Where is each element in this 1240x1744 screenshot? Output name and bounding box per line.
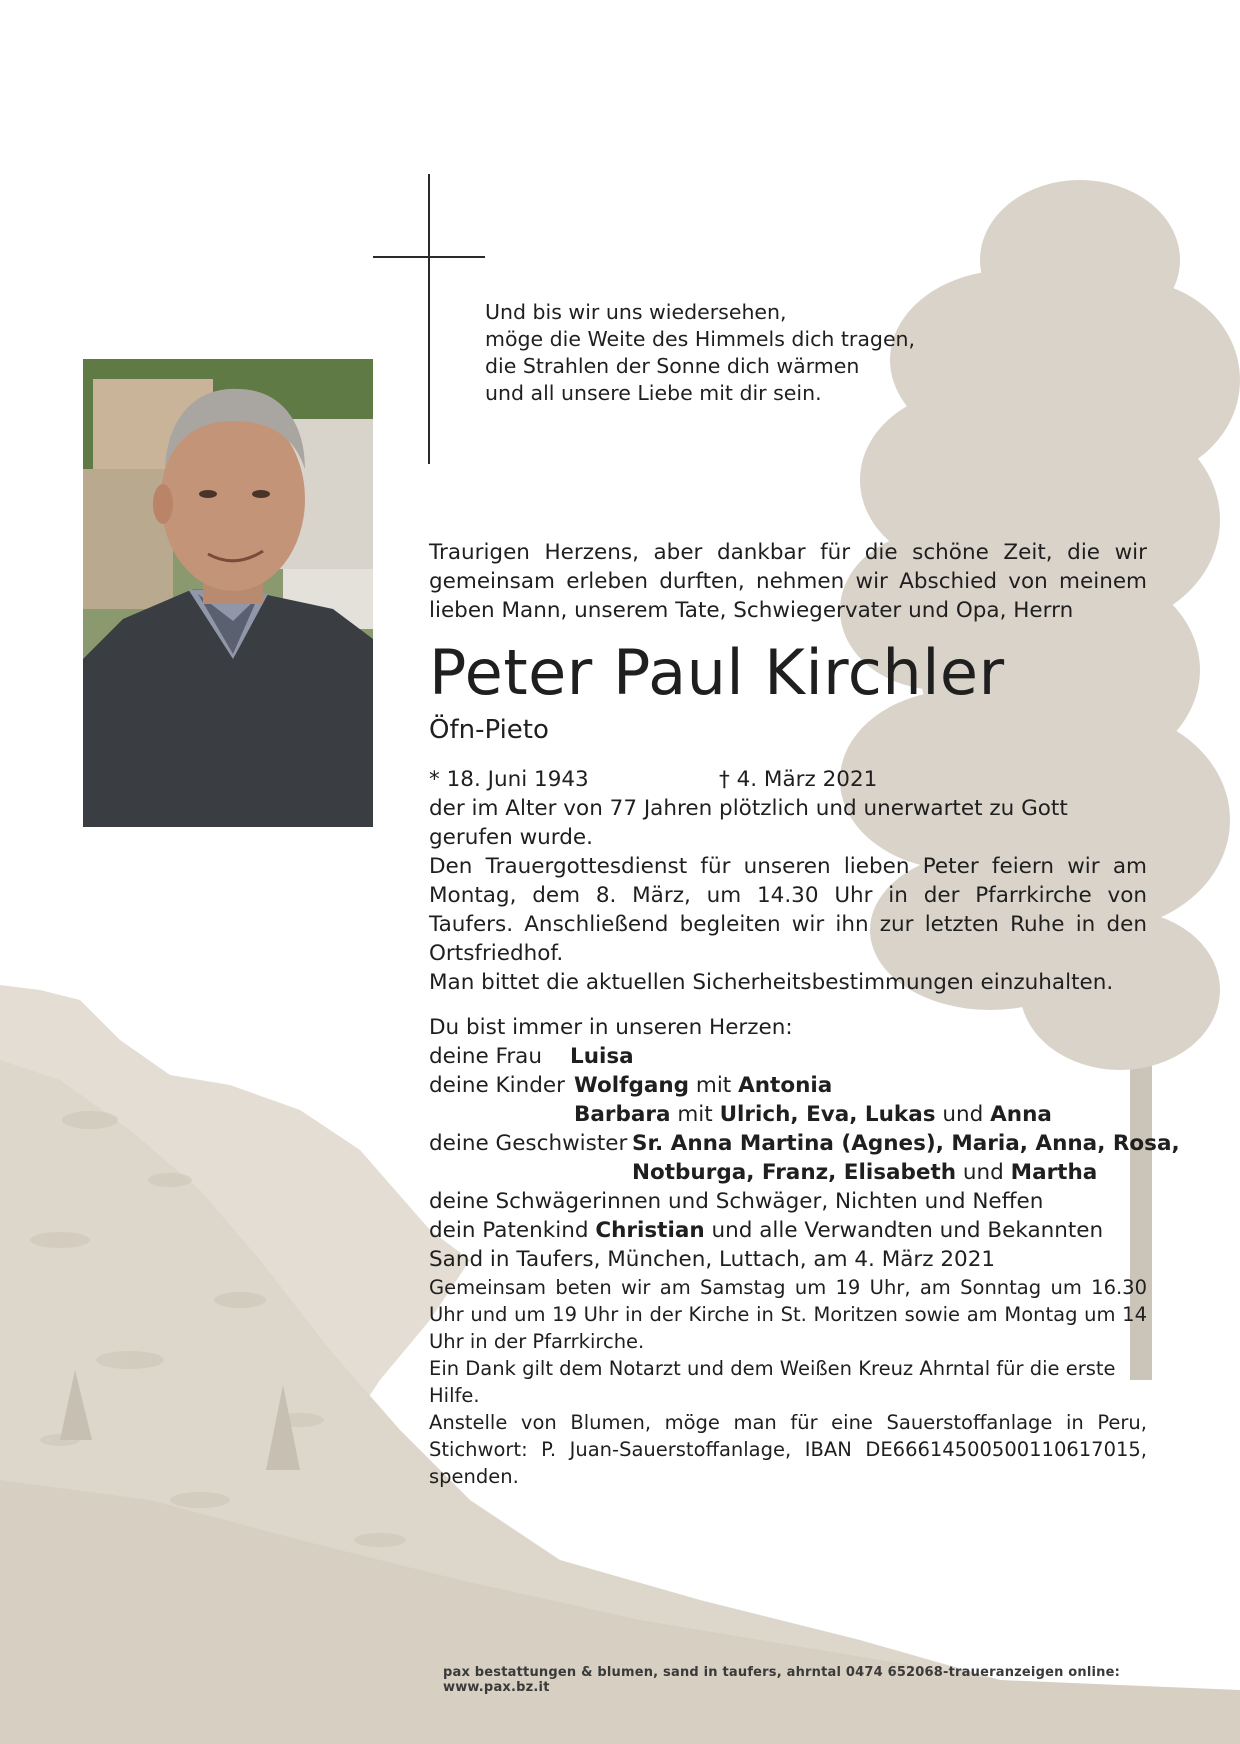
place-date: Sand in Taufers, München, Luttach, am 4. März 2021 — [429, 1247, 996, 1272]
poem-line: Und bis wir uns wiedersehen, — [485, 300, 787, 324]
family-children-row: deine Kinder Wolfgang mit Antonia — [429, 1073, 833, 1098]
wife-name: Luisa — [570, 1044, 634, 1069]
family-inlaws-row: deine Schwägerinnen und Schwäger, Nichten und Neffen — [429, 1189, 1044, 1214]
family-heading: Du bist immer in unseren Herzen: — [429, 1015, 793, 1040]
poem-line: die Strahlen der Sonne dich wärmen — [485, 354, 860, 378]
cross-horizontal-bar — [373, 256, 485, 258]
life-dates — [429, 765, 1147, 794]
age-paragraph: der im Alter von 77 Jahren plötzlich und unerwartet zu Gott gerufen wurde. — [429, 796, 1068, 850]
family-siblings-row: deine Geschwister Sr. Anna Martina (Agnes), Maria, Anna, Rosa, — [429, 1131, 1180, 1156]
deceased-nickname: Öfn-Pieto — [429, 715, 549, 745]
birth-date: * 18. Juni 1943 — [429, 767, 589, 792]
intro-paragraph: Traurigen Herzens, aber dankbar für die schöne Zeit, die wir gemeinsam erleben durften, nehmen wir Abschied von meinem lieben Mann, unserem Tate, Schwiegervater und Opa, Herrn — [429, 540, 1147, 623]
poem-line: möge die Weite des Himmels dich tragen, — [485, 327, 916, 351]
safety-paragraph: Man bittet die aktuellen Sicherheitsbestimmungen einzuhalten. — [429, 970, 1114, 995]
family-children-row-2: Barbara mit Ulrich, Eva, Lukas und Anna — [574, 1102, 1052, 1127]
prayer-paragraph: Gemeinsam beten wir am Samstag um 19 Uhr, am Sonntag um 16.30 Uhr und um 19 Uhr in der Kirche in St. Moritzen sowie am Montag um 14 Uhr in der Pfarrkirche. — [429, 1276, 1147, 1353]
family-list — [429, 1013, 1180, 1245]
family-wife-row: deine Frau Luisa — [429, 1044, 634, 1069]
family-siblings-row-2: Notburga, Franz, Elisabeth und Martha — [632, 1160, 1098, 1185]
poem — [485, 299, 985, 407]
thanks-paragraph: Ein Dank gilt dem Notarzt und dem Weißen Kreuz Ahrntal für die erste Hilfe. — [429, 1357, 1116, 1407]
obituary-text — [429, 538, 1180, 1490]
donation-paragraph: Anstelle von Blumen, möge man für eine Sauerstoffanlage in Peru, Stichwort: P. Juan-Sauerstoffanlage, IBAN DE66614500500110617015, spenden. — [429, 1411, 1147, 1488]
deceased-name: Peter Paul Kirchler — [429, 636, 1005, 709]
cross-vertical-bar — [428, 174, 430, 464]
family-godchild-row: dein Patenkind Christian und alle Verwandten und Bekannten — [429, 1218, 1104, 1243]
portrait-photo — [83, 359, 373, 827]
service-paragraph: Den Trauergottesdienst für unseren lieben Peter feiern wir am Montag, dem 8. März, um 14.30 Uhr in der Pfarrkirche von Taufers. Anschließend begleiten wir ihn zur letzten Ruhe in den Ortsfriedhof. — [429, 854, 1147, 966]
poem-line: und all unsere Liebe mit dir sein. — [485, 381, 822, 405]
footer-funeral-home: pax bestattungen & blumen, sand in taufers, ahrntal 0474 652068-traueranzeigen online: www.pax.bz.it — [443, 1665, 1121, 1695]
death-date: † 4. März 2021 — [719, 767, 878, 792]
